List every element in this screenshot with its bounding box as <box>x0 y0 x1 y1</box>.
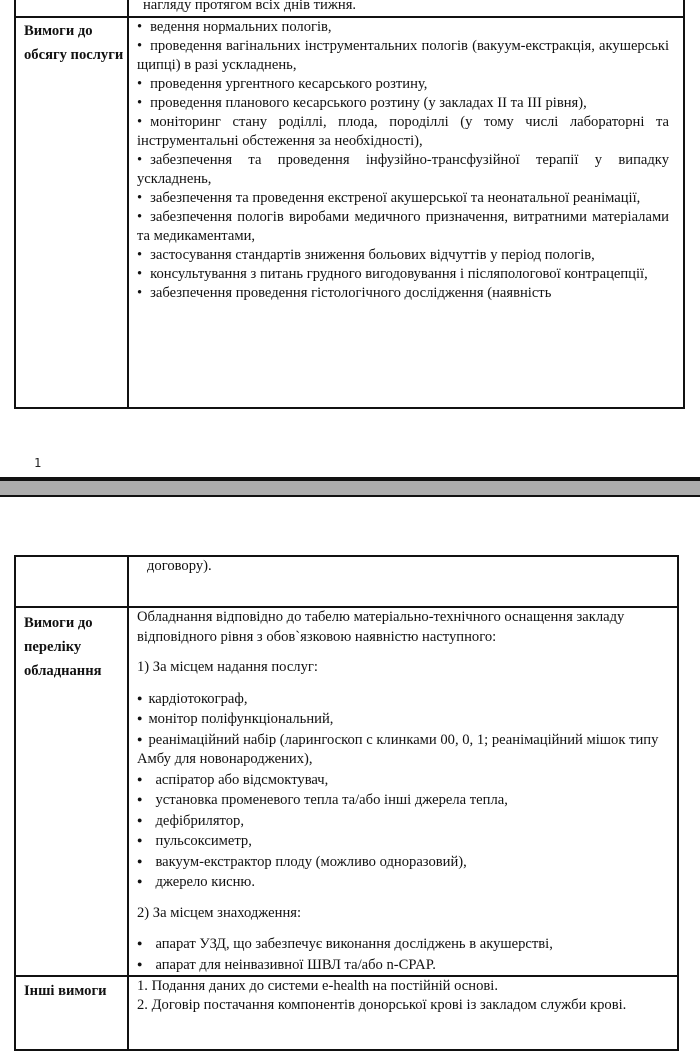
list-item: • застосування стандартів зниження больових відчуттів у період пологів, <box>137 246 669 265</box>
table-row-continued <box>15 556 678 607</box>
list-item: ● джерело кисню. <box>137 872 663 893</box>
section-2-title: 2) За місцем знаходження: <box>137 904 302 921</box>
document-page-2 <box>0 497 700 1047</box>
list-item: ● апарат для неінвазивної ШВЛ та/або n-CPAP. <box>137 955 663 976</box>
list-item: ● реанімаційний набір (ларингоскоп с клинками 00, 0, 1; реанімаційний мішок типу Амбу для новонароджених), <box>137 730 663 770</box>
list-item: ● аспіратор або відсмоктувач, <box>137 770 663 791</box>
other-content <box>128 976 678 1050</box>
list-item: ● дефібрилятор, <box>137 811 663 832</box>
list-item: • забезпечення проведення гістологічного дослідження (наявність <box>137 284 669 303</box>
equipment-content <box>128 607 678 976</box>
equipment-label: Вимоги до переліку обладнання <box>15 607 128 976</box>
list-item: • забезпечення та проведення інфузійно-трансфузійної терапії у випадку ускладнень, <box>137 151 669 189</box>
list-item: • ведення нормальних пологів, <box>137 18 669 37</box>
list-item: ● кардіотокограф, <box>137 689 663 710</box>
requirements-table-part-1 <box>14 0 685 409</box>
empty-label-cell <box>15 556 128 607</box>
list-item: • забезпечення та проведення екстреної акушерської та неонатальної реанімації, <box>137 189 669 208</box>
equipment-intro: Обладнання відповідно до табелю матеріально-технічного оснащення закладу відповідного рівня з обов`язковою наявністю наступного: <box>137 609 625 645</box>
previous-row-text: нагляду протягом всіх днів тижня. <box>128 0 684 17</box>
list-item: • проведення вагінальних інструментальних пологів (вакуум-екстракція, акушерські щипці) в разі ускладнень, <box>137 37 669 75</box>
page-number: 1 <box>34 456 42 470</box>
continued-text: договору). <box>128 556 678 607</box>
list-item: 2. Договір постачання компонентів донорської крові із закладом служби крові. <box>137 997 627 1013</box>
table-row-equipment <box>15 607 678 976</box>
scope-label: Вимоги до обсягу послуги <box>15 17 128 408</box>
list-item: ● апарат УЗД, що забезпечує виконання досліджень в акушерстві, <box>137 934 663 955</box>
table-row-scope <box>15 17 684 408</box>
list-item: • забезпечення пологів виробами медичного призначення, витратними матеріалами та медикаментами, <box>137 208 669 246</box>
empty-label-cell <box>15 0 128 17</box>
table-row-other <box>15 976 678 1050</box>
list-item: • консультування з питань грудного вигодовування і післяпологової контрацепції, <box>137 265 669 284</box>
list-item: ● пульсоксиметр, <box>137 831 663 852</box>
list-item: • проведення ургентного кесарського розтину, <box>137 75 669 94</box>
requirements-table-part-2 <box>14 555 679 1051</box>
document-page-1 <box>0 0 700 477</box>
table-row-previous <box>15 0 684 17</box>
other-label: Інші вимоги <box>15 976 128 1050</box>
list-item: ● монітор поліфункціональний, <box>137 709 663 730</box>
list-item: • проведення планового кесарського розтину (у закладах II та III рівня), <box>137 94 669 113</box>
list-item: ● установка променевого тепла та/або інші джерела тепла, <box>137 790 663 811</box>
list-item: • моніторинг стану роділлі, плода, породіллі (у тому числі лабораторні та інструментальні обстеження за необхідності), <box>137 113 669 151</box>
list-item: ● вакуум-екстрактор плоду (можливо одноразовий), <box>137 852 663 873</box>
page-break-divider <box>0 477 700 497</box>
scope-list <box>128 17 684 408</box>
list-item: 1. Подання даних до системи e-health на постійній основі. <box>137 978 498 994</box>
section-1-title: 1) За місцем надання послуг: <box>137 659 318 675</box>
